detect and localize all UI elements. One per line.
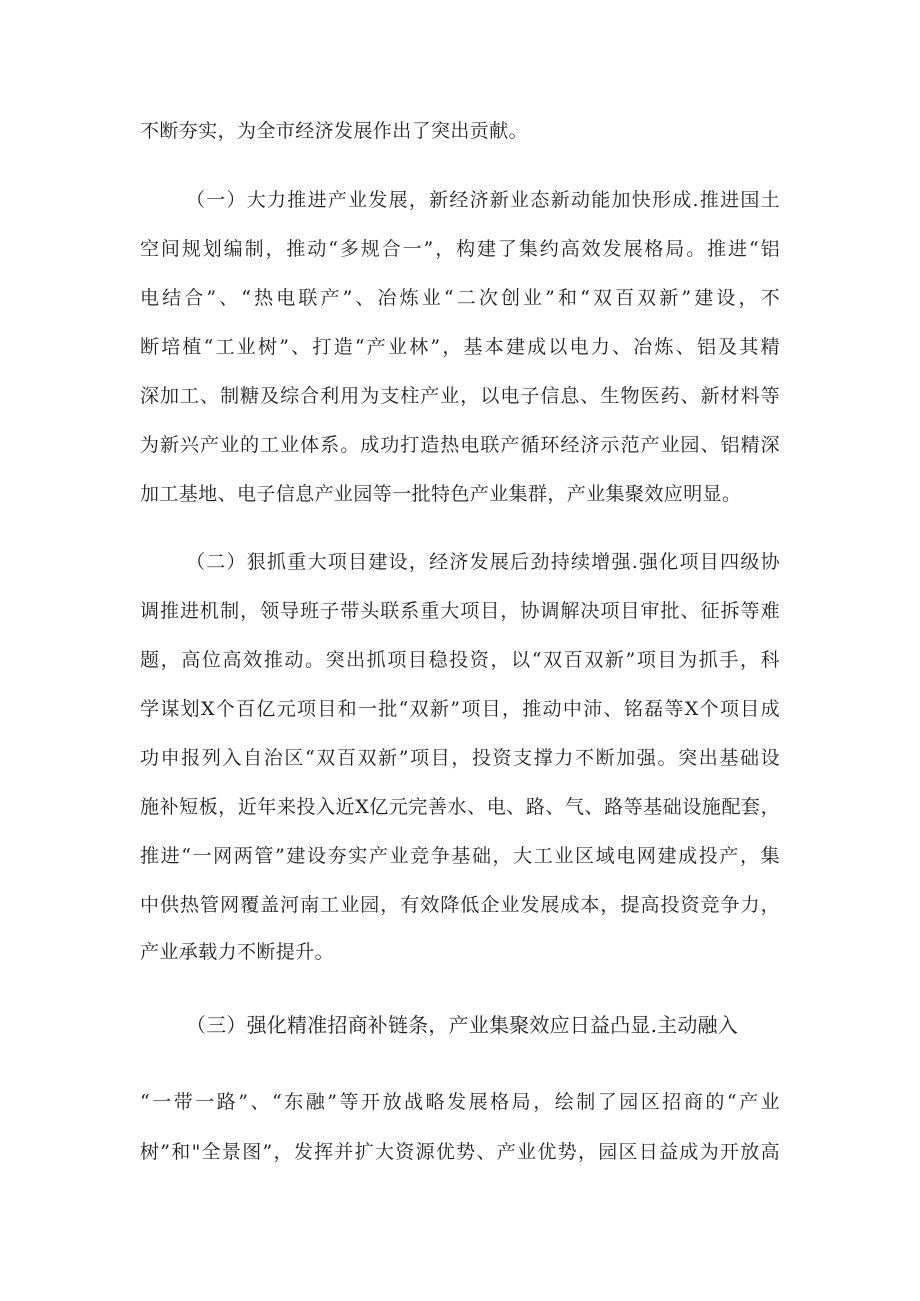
text-line: 题，高位高效推动。突出抓项目稳投资，以“双百双新”项目为抓手，科: [140, 649, 780, 671]
text-line: 推进“一网两管”建设夯实产业竞争基础，大工业区域电网建成投产，集: [140, 845, 780, 867]
text-line: 深加工、制糖及综合利用为支柱产业，以电子信息、生物医药、新材料等: [140, 385, 780, 407]
text-line: 电结合”、“热电联产”、冶炼业“二次创业”和“双百双新”建设，不: [140, 287, 780, 309]
text-line: 功申报列入自治区“双百双新”项目，投资支撑力不断加强。突出基础设: [140, 747, 780, 769]
text-line: 为新兴产业的工业体系。成功打造热电联产循环经济示范产业园、铝精深: [140, 434, 780, 456]
text-line: 学谋划X个百亿元项目和一批“双新”项目，推动中沛、铭磊等X个项目成: [140, 698, 780, 720]
text-line: 不断夯实，为全市经济发展作出了突出贡献。: [140, 120, 529, 142]
paragraph-heading: （一）大力推进产业发展，新经济新业态新动能加快形成.推进国土: [186, 189, 780, 211]
text-line: 施补短板，近年来投入近X亿元完善水、电、路、气、路等基础设施配套，: [140, 796, 780, 818]
paragraph-heading: （三）强化精准招商补链条，产业集聚效应日益凸显.主动融入: [186, 1013, 738, 1037]
text-line: 调推进机制，领导班子带头联系重大项目，协调解决项目审批、征拆等难: [140, 600, 780, 622]
text-line: 中供热管网覆盖河南工业园，有效降低企业发展成本，提高投资竞争力，: [140, 894, 780, 916]
text-line: 断培植“工业树”、打造“产业林”，基本建成以电力、冶炼、铝及其精: [140, 336, 780, 358]
paragraph-heading: （二）狠抓重大项目建设，经济发展后劲持续增强.强化项目四级协: [186, 551, 780, 573]
text-line: “一带一路”、“东融”等开放战略发展格局，绘制了园区招商的“产业: [140, 1091, 780, 1113]
text-line: 产业承载力不断提升。: [140, 941, 335, 963]
text-line: 加工基地、电子信息产业园等一批特色产业集群，产业集聚效应明显。: [140, 483, 742, 505]
text-line: 空间规划编制，推动“多规合一”，构建了集约高效发展格局。推进“铝: [140, 238, 780, 260]
text-line: 树”和"全景图”，发挥并扩大资源优势、产业优势，园区日益成为开放高: [140, 1141, 780, 1163]
